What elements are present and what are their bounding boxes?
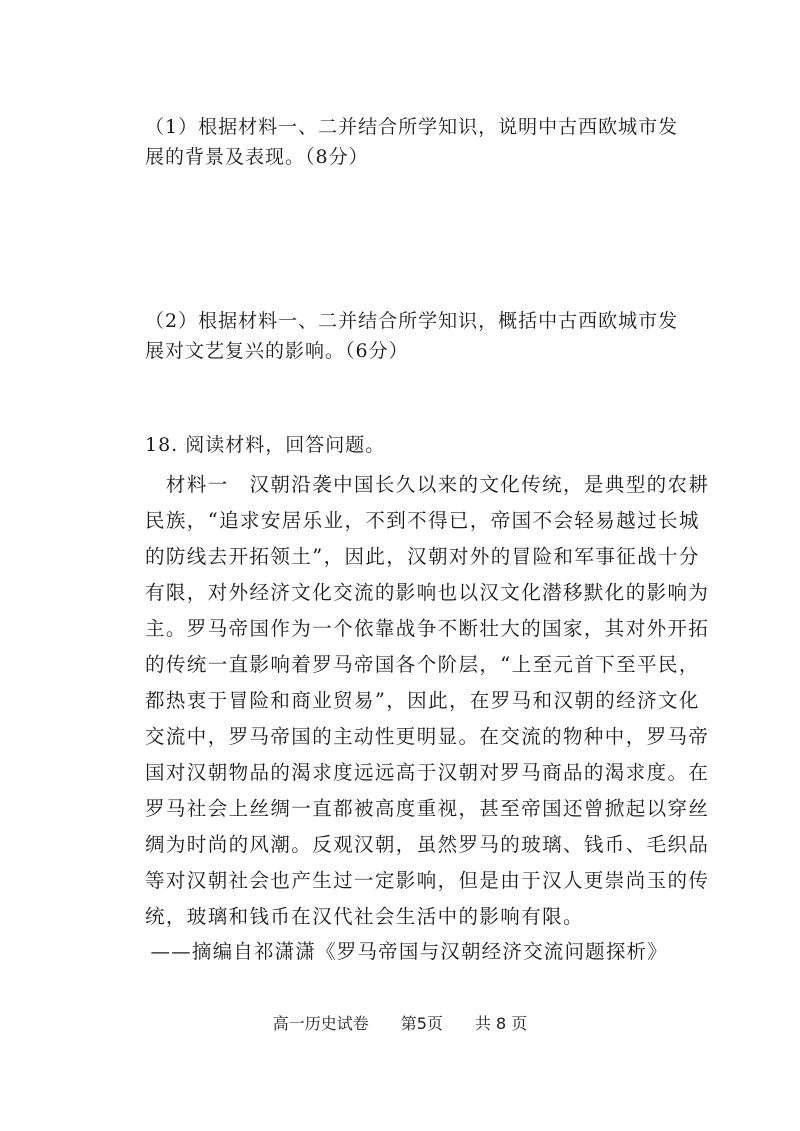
material-line: 有限，对外经济文化交流的影响也以汉文化潜移默化的影响为 <box>145 581 710 604</box>
material-line: 绸为时尚的风潮。反观汉朝，虽然罗马的玻璃、钱币、毛织品 <box>145 833 710 856</box>
material-line: 都热衷于冒险和商业贸易”，因此，在罗马和汉朝的经济文化 <box>145 689 700 712</box>
material-line: 材料一 汉朝沿袭中国长久以来的文化传统，是典型的农耕 <box>145 473 710 496</box>
page-footer: 高一历史试卷 第5页 共 8 页 <box>272 1014 528 1033</box>
material-line: 的传统一直影响着罗马帝国各个阶层，“上至元首下至平民， <box>145 653 700 676</box>
material-line: 统，玻璃和钱币在汉代社会生活中的影响有限。 <box>145 905 584 928</box>
material-line: 民族，“追求安居乐业，不到不得已，帝国不会轻易越过长城 <box>145 509 700 532</box>
material-line: 国对汉朝物品的渴求度远远高于汉朝对罗马商品的渴求度。在 <box>145 761 710 784</box>
material-line: 交流中，罗马帝国的主动性更明显。在交流的物种中，罗马帝 <box>145 725 710 748</box>
material-source-citation: ——摘编自祁潇潇《罗马帝国与汉朝经济交流问题探析》 <box>150 940 668 963</box>
material-line: 罗马社会上丝绸一直都被高度重视，甚至帝国还曾掀起以穿丝 <box>145 797 710 820</box>
question-18-heading: 18. 阅读材料，回答问题。 <box>145 434 386 456</box>
question-1-prompt: （1）根据材料一、二并结合所学知识，说明中古西欧城市发展的背景及表现。（8分） <box>145 116 679 168</box>
question-2-prompt: （2）根据材料一、二并结合所学知识，概括中古西欧城市发展对文艺复兴的影响。（6分） <box>145 310 679 362</box>
material-line: 主。罗马帝国作为一个依靠战争不断壮大的国家，其对外开拓 <box>145 617 710 640</box>
material-line: 等对汉朝社会也产生过一定影响，但是由于汉人更崇尚玉的传 <box>145 869 710 892</box>
material-line: 的防线去开拓领土”，因此，汉朝对外的冒险和军事征战十分 <box>145 545 700 568</box>
